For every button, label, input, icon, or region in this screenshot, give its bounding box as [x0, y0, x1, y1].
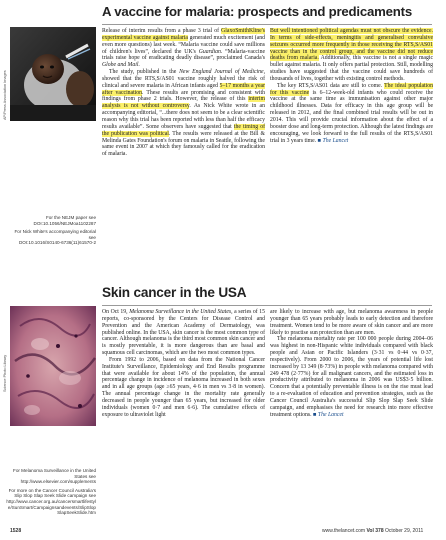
paragraph: From 1992 to 2006, based on data from the National Cancer Institute's Surveillance, Epidemiology and End Results programme that were available for about 14% of the population, the annual percentage change in incidence of melanoma increased in both sexes and in all age groups (age ≥65 years, 4·6 in men vs 3·8 in women). The annual percentage change in the mortality rate generally decreased in people younger than 65 years, but increased for older individuals (women 0·7 and men 6·6). The cumulative effects of exposure to ultraviolet light	[102, 356, 265, 418]
journal-date: October 29, 2011	[385, 528, 424, 534]
highlight: GlaxoSmithKline's experimental vaccine against malaria	[102, 28, 265, 41]
skin-cancer-photo	[10, 306, 96, 426]
sidenote-doi-link[interactable]: DOI:10.1056/NEJMoa1102287	[33, 220, 96, 226]
page-number: 1528	[10, 528, 22, 534]
highlight: 5–17 months a year after vaccination	[102, 82, 265, 96]
photo-credit: AP/Press Association Images	[3, 70, 7, 120]
sidenote-doi-link[interactable]: DOI:10.1016/S0140-6736(11)61570-2	[18, 240, 96, 246]
sidenote-editorial	[6, 229, 96, 246]
article-column-1	[102, 28, 265, 158]
paragraph: On Oct 19, Melanoma Surveillance in the United States, a series of 15 reports, co-sponsored by the Centers for Disease Control and Prevention and the American Academy of Dermatology, was published online. In the USA, skin cancer is the most common type of cancer. Although melanoma is the third most common skin cancer and is mostly preventable, it is more dangerous than are basal and squamous cell carcinomas, which are the two most common types.	[102, 309, 266, 357]
sidenote-link[interactable]: http://www.cancer.org.au/cancersmartlifestyle/SunSmart/Campaignsandevents/SlipSlopSlapSeekSlide.htm	[6, 498, 96, 516]
paragraph: Release of interim results from a phase 3 trial of GlaxoSmithKline's experimental vaccine against malaria generated much excitement (and even more questions) last week. “Malaria vaccine could save millions of children's lives”, declared the UK's Guardian. “Malaria-vaccine trials raise hope of eradicating deadly disease”, proclaimed Canada's Globe and Mail.	[102, 28, 266, 69]
article-column-2	[270, 309, 433, 419]
highlight: interim analysis is not without controversy	[102, 96, 265, 110]
sidenote-list	[6, 215, 96, 249]
malaria-vaccine-photo	[10, 27, 96, 121]
article-column-1	[102, 309, 265, 419]
paragraph: are likely to increase with age, but melanoma awareness in people younger than 65 years probably leads to early detection and therefore treatment. Women tend to be more aware of skin cancer and are more likely to practise sun protection than are men.	[270, 309, 433, 336]
journal-footer	[322, 528, 423, 534]
sidenote-label: For more on the Cancer Council Australia's Slip Slop Slap Seek Slide campaign see	[8, 487, 96, 499]
journal-url[interactable]: www.thelancet.com	[322, 528, 366, 534]
sidenote-surveillance	[6, 468, 96, 485]
paragraph: But well intentioned political agendas must not obscure the evidence. In terms of side-effects, meningitis and generalised convulsive seizures occurred more frequently in those receiving the RTS,S/AS01 vaccine than in the control group, and the vaccine did not reduce deaths from malaria. Additionally, this vaccine is not a single magic bullet against malaria. It only offers partial protection. Still, modelling studies have suggested that the vaccine could save hundreds of thousands of lives, together with existing control methods.	[270, 28, 433, 82]
photo-credit: Science Photo Library	[3, 354, 7, 392]
highlight: But well intentioned political agendas must not obscure the evidence. In terms of side-effects, meningitis and generalised convulsive seizures occurred more frequently in those receiving the RTS,S/AS01 vaccine than in the control group, and the vaccine did not reduce deaths from malaria.	[270, 28, 433, 62]
journal-volume: Vol 378	[366, 528, 384, 534]
sidenote-label: For Nick White's accompanying editorial see	[14, 229, 96, 240]
paragraph: The study, published in the New England Journal of Medicine, showed that the RTS,S/AS01 vaccine roughly halved the risk of clinical and severe malaria in African infants aged 5–17 months a year after vaccination. These results are promising and consistent with findings from phase 2 trials. However, the release of this interim analysis is not without controversy. As Nick White wrote in an accompanying editorial, “...there does not seem to be a clear scientific reason why this trial has been reported with less than half the efficacy results available”. Some observers have suggested that the timing of the publication was political. The results were released at the Bill & Melinda Gates Foundation's forum on malaria in Seattle, following the same event in 2007 at which they famously called for the eradication of malaria.	[102, 69, 265, 158]
sidenote-label: For the NEJM paper see	[45, 215, 96, 220]
paragraph: The key RTS,S/AS01 data are still to come. The ideal population for this vaccine is 6–12-week-old infants who could receive the vaccine at the same time as immunisation against other major childhood illnesses. Data for efficacy in this age group will be released in 2012, and the final combined trial results will be out in 2014. This will provide crucial information about the effect of a booster dose and long-term protection. Although the latest findings are encouraging, we look forward to the full results of the RTS,S/AS01 trial in 3 years time. ■ The Lancet	[270, 82, 433, 144]
signature: ■ The Lancet	[317, 137, 349, 144]
article-title: A vaccine for malaria: prospects and predicaments	[102, 4, 412, 19]
title-divider	[102, 305, 432, 306]
sidenote-label: For Melanoma Surveillance in the United States see	[13, 468, 96, 479]
paragraph: The melanoma mortality rate per 100 000 people during 2004–06 was highest in non-Hispanic white individuals compared with black people and Asian or Pacific Islanders (3·31 vs 0·44 vs 0·37, respectively). From 2000 to 2006, the years of potential life lost increased by 13 349 (8·73%) in people with melanoma compared with 249 478 (2·77%) for all malignant cancers, and the estimated loss in productivity attributed to melanoma in 2006 was US$3·5 billion. Concern that a potentially preventable illness is on the rise must lead to a re-evaluation of education and prevention strategies, such as the Cancer Council Australia's successful Slip Slop Slap Seek Slide campaign, and emphasises the need for research into more effective treatment options. ■ The Lancet	[270, 336, 433, 418]
highlight: the timing of the publication was political	[102, 123, 265, 137]
article-column-2	[270, 28, 433, 144]
sidenote-list	[6, 468, 96, 519]
sidenote-campaign	[6, 488, 96, 516]
title-divider	[102, 24, 432, 25]
sidenote-nejm	[6, 215, 96, 226]
signature: ■ The Lancet	[312, 411, 344, 418]
highlight: The ideal population for this vaccine	[270, 82, 433, 96]
sidenote-link[interactable]: http://www.elsevier.com/supplements	[20, 479, 96, 485]
article-title: Skin cancer in the USA	[102, 285, 247, 300]
